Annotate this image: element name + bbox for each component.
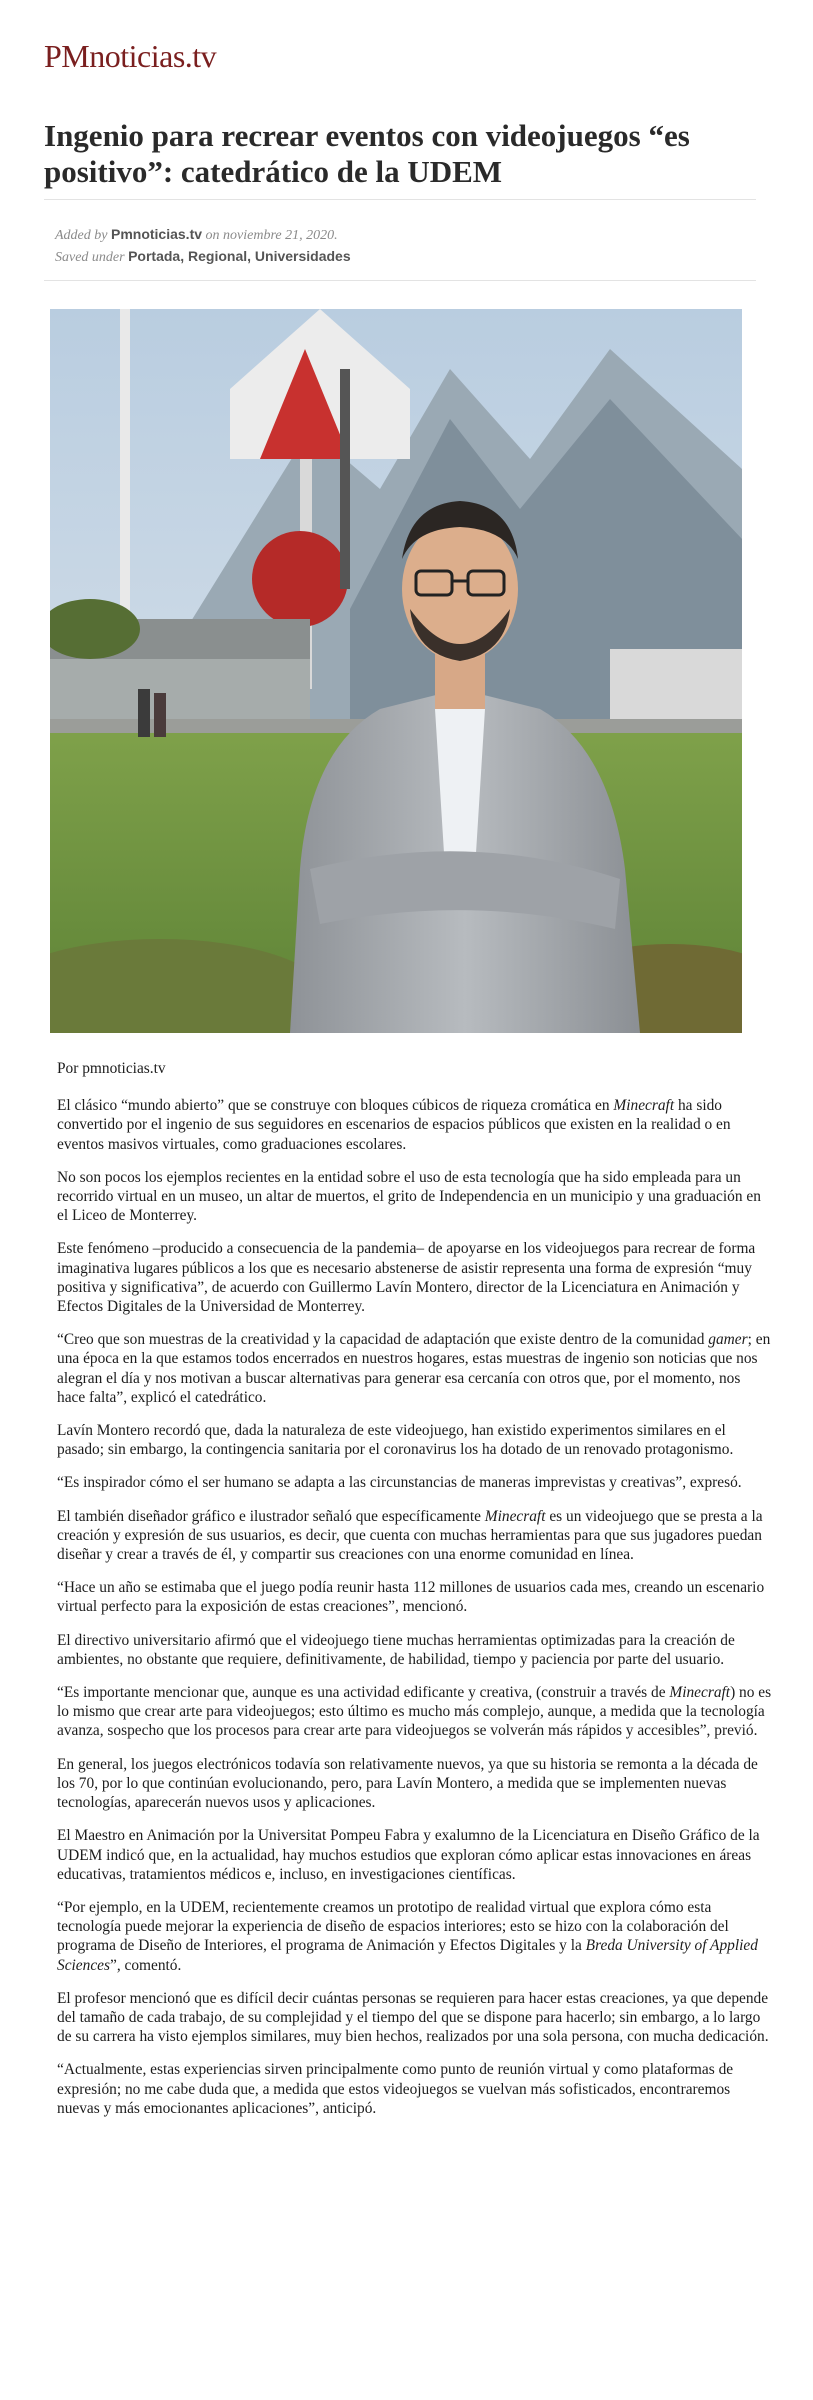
category-link-portada[interactable]: Portada bbox=[128, 248, 181, 264]
paragraph: “Es inspirador cómo el ser humano se adapta a las circunstancias de maneras imprevistas y creativas”, expresó. bbox=[57, 1474, 742, 1492]
author-link[interactable]: Pmnoticias.tv bbox=[110, 226, 203, 242]
paragraph: El directivo universitario afirmó que el videojuego tiene muchas herramientas optimizadas para la creación de ambientes, no obstante que requiere, definitivamente, de habilidad, tiempo y paciencia por parte del usuario. bbox=[57, 1631, 735, 1668]
added-prefix: Added by bbox=[55, 228, 111, 243]
paragraph bbox=[57, 1898, 772, 1975]
paragraph-text: “Por ejemplo, en la UDEM, recientemente creamos un prototipo de realidad virtual que explora cómo esta tecnología puede mejorar la experiencia de diseño de espacios interiores; esto se hizo con la colaboración del programa de Diseño de Interiores, el programa de Animación y Efectos Digitales y la bbox=[57, 1898, 729, 1955]
paragraph bbox=[57, 1330, 772, 1407]
photo-portrait-icon bbox=[50, 309, 742, 1033]
added-by-line bbox=[55, 224, 351, 246]
paragraph: Lavín Montero recordó que, dada la naturaleza de este videojuego, han existido experimentos similares en el pasado; sin embargo, la contingencia sanitaria por el coronavirus los ha dotado de un renovado protagonismo. bbox=[57, 1422, 734, 1459]
paragraph-text: “Creo que son muestras de la creatividad y la capacidad de adaptación que existe dentro de la comunidad bbox=[57, 1331, 709, 1349]
paragraph: El profesor mencionó que es difícil decir cuántas personas se requieren para hacer estas creaciones, ya que depende del tamaño de cada trabajo, de su complejidad y el tiempo del que se dispone para hacerlo; sin embargo, a lo largo de su carrera ha visto ejemplos similares, muy bien hechos, realizados por una sola persona, con mucha dedicación. bbox=[57, 1989, 769, 2046]
article-photo bbox=[50, 309, 742, 1033]
paragraph-text: ha sido convertido por el ingenio de sus seguidores en escenarios de espacios públicos que existen en la realidad o en eventos masivos virtuales, como graduaciones escolares. bbox=[57, 1097, 731, 1153]
paragraph: Este fenómeno –producido a consecuencia de la pandemia– de apoyarse en los videojuegos para recrear de forma imaginativa lugares públicos a los que es necesario abstenerse de asistir representa una forma de expresión “muy positiva y significativa”, de acuerdo con Guillermo Lavín Montero, director de la Licenciatura en Animación y Efectos Digitales de la Universidad de Monterrey. bbox=[57, 1240, 756, 1316]
paragraph-emphasis: gamer bbox=[708, 1331, 748, 1349]
paragraph-text: “Es importante mencionar que, aunque es una actividad edificante y creativa, (construir a través de bbox=[57, 1684, 670, 1702]
article-title: Ingenio para recrear eventos con videojuegos “es positivo”: catedrático de la UDEM bbox=[44, 118, 690, 189]
paragraph: No son pocos los ejemplos recientes en la entidad sobre el uso de esta tecnología que ha sido empleada para un recorrido virtual en un museo, un altar de muertos, el grito de Independencia en un municipio y una graduación en el Liceo de Monterrey. bbox=[57, 1168, 761, 1225]
site-logo[interactable]: PMnoticias.tv bbox=[44, 38, 217, 74]
paragraph-text: El también diseñador gráfico e ilustrador señaló que específicamente bbox=[57, 1507, 485, 1525]
paragraph bbox=[57, 1096, 772, 1154]
saved-under-line bbox=[55, 246, 351, 268]
paragraph-text: ) no es lo mismo que crear arte para videojuegos; esto último es mucho más complejo, aunque, a medida que la tecnología avanza, sospecho que los procesos para crear arte para videojuegos se volverán más rápidos y accesibles”, previó. bbox=[57, 1684, 772, 1740]
paragraph: El Maestro en Animación por la Universitat Pompeu Fabra y exalumno de la Licenciatura en Diseño Gráfico de la UDEM indicó que, en la actualidad, hay muchos estudios que exploran cómo aplicar estas innovaciones en áreas educativas, tratamientos médicos e, incluso, en investigaciones científicas. bbox=[57, 1827, 760, 1883]
category-separator: , bbox=[247, 248, 255, 264]
title-divider bbox=[44, 199, 756, 200]
paragraph bbox=[57, 1507, 772, 1565]
post-meta bbox=[55, 224, 351, 268]
category-link-regional[interactable]: Regional bbox=[188, 248, 248, 264]
category-link-universidades[interactable]: Universidades bbox=[254, 248, 351, 264]
meta-divider bbox=[44, 280, 756, 281]
paragraph-text: ; en una época en la que estamos todos encerrados en nuestros hogares, estas muestras de ingenio son noticias que nos alegran el día y nos motivan a buscar alternativas para generar esa cercanía con otros que, por el momento, nos hace falta”, explicó el catedrático. bbox=[57, 1331, 771, 1406]
category-separator: , bbox=[180, 248, 188, 264]
paragraph-emphasis: Minecraft bbox=[484, 1507, 546, 1525]
byline: Por pmnoticias.tv bbox=[57, 1060, 166, 1077]
paragraph: “Hace un año se estimaba que el juego podía reunir hasta 112 millones de usuarios cada mes, creando un escenario virtual perfecto para la exposición de estas creaciones”, mencionó. bbox=[57, 1579, 765, 1616]
paragraph-text: ”, comentó. bbox=[109, 1956, 182, 1974]
saved-prefix: Saved under bbox=[55, 250, 129, 265]
paragraph-text: es un videojuego que se presta a la creación y expresión de sus usuarios, es decir, que cuenta con muchas herramientas para que sus jugadores puedan diseñar y crear a través de él, y compartir sus creaciones con una enorme comunidad en línea. bbox=[57, 1507, 763, 1564]
article-body bbox=[57, 1059, 772, 2132]
paragraph-text: El clásico “mundo abierto” que se construye con bloques cúbicos de riqueza cromática en bbox=[57, 1097, 614, 1115]
paragraph-emphasis: Minecraft bbox=[669, 1684, 731, 1702]
paragraph bbox=[57, 1683, 772, 1741]
paragraph-emphasis: Minecraft bbox=[613, 1097, 675, 1115]
post-date: on noviembre 21, 2020. bbox=[202, 228, 338, 243]
paragraph: En general, los juegos electrónicos todavía son relativamente nuevos, ya que su historia se remonta a la década de los 70, por lo que continúan evolucionando, pero, para Lavín Montero, a medida que se implementen nuevas tecnologías, aparecerán nuevos usos y aplicaciones. bbox=[57, 1755, 758, 1812]
paragraph: “Actualmente, estas experiencias sirven principalmente como punto de reunión virtual y como plataformas de expresión; no me cabe duda que, a medida que estos videojuegos se vuelvan más sofisticados, encontraremos nuevas y más emocionantes aplicaciones”, anticipó. bbox=[57, 2061, 734, 2117]
paragraph-emphasis: Breda University of Applied Sciences bbox=[57, 1937, 758, 1974]
